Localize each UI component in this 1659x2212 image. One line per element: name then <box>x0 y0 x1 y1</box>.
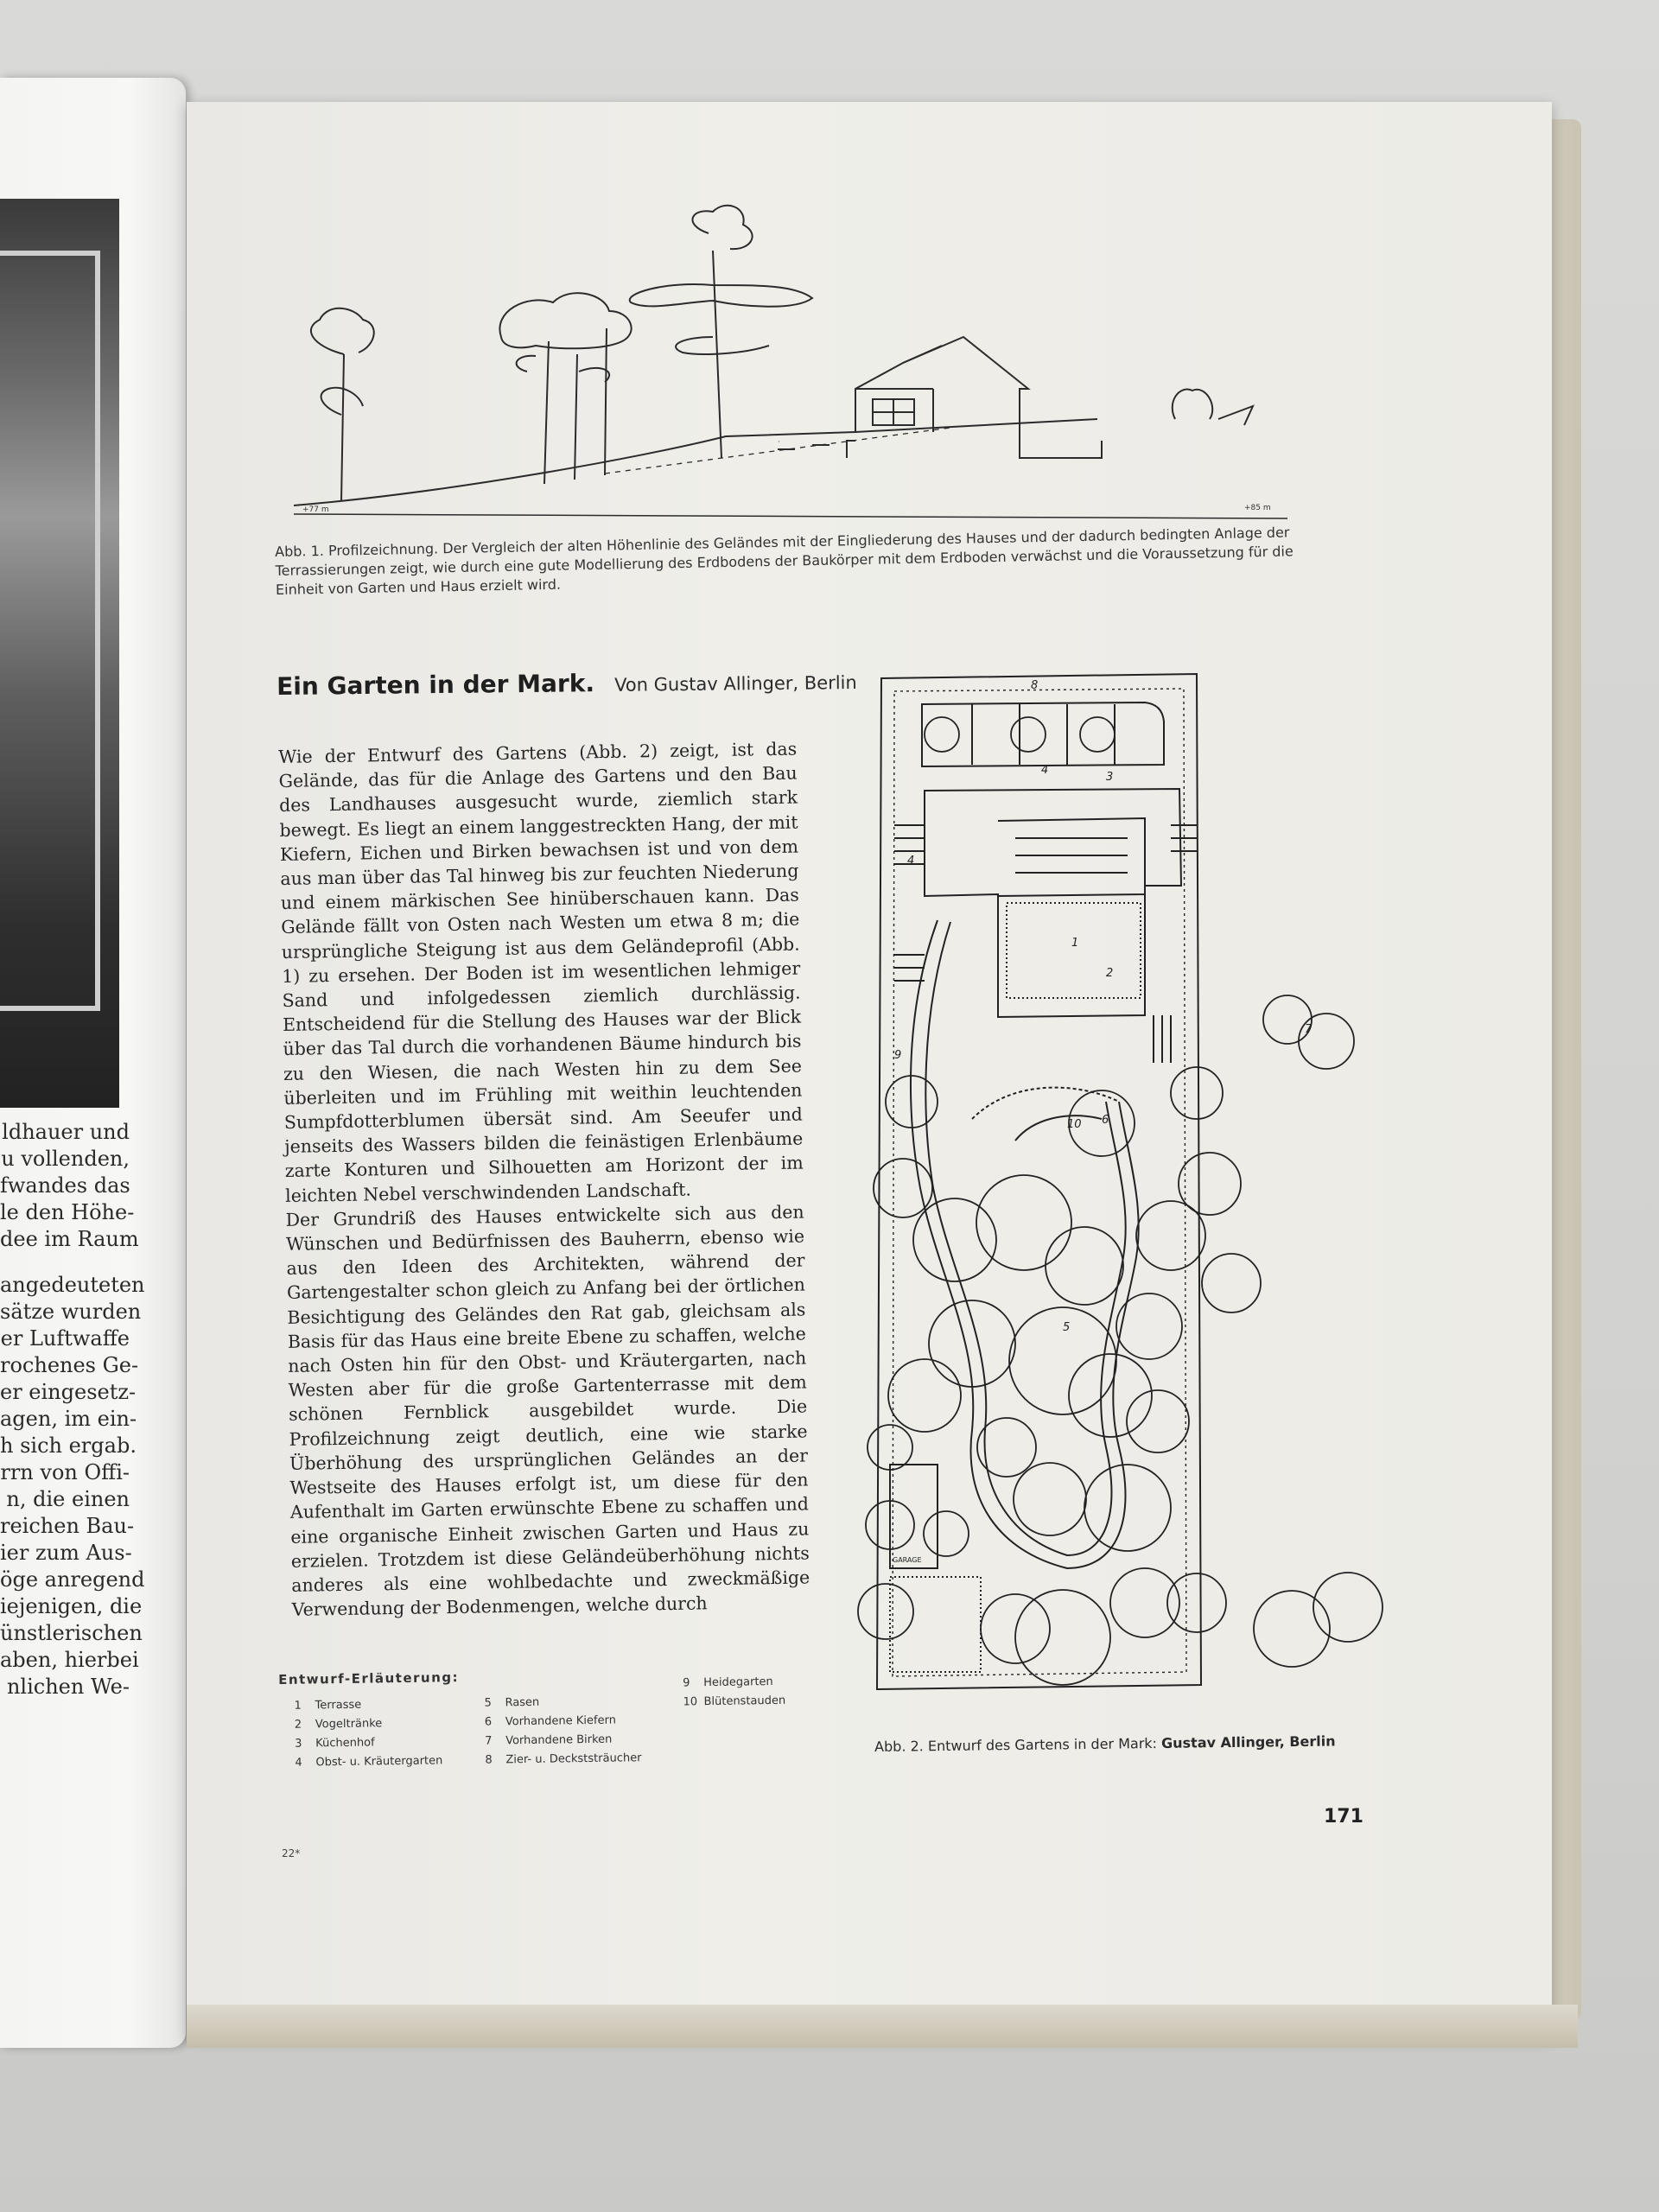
legend-num: 10 <box>683 1695 698 1709</box>
legend-item: Vorhandene Birken <box>505 1732 613 1748</box>
plan-label: 1 <box>1071 937 1079 950</box>
legend-item: Heidegarten <box>703 1675 773 1690</box>
plan-label: 4 <box>1041 764 1049 777</box>
legend-item: Rasen <box>505 1695 540 1710</box>
legend-num: 6 <box>484 1715 493 1729</box>
plan-label-garage: GARAGE <box>893 1556 922 1564</box>
figure2-caption-prefix: Abb. 2. Entwurf des Gartens in der Mark: <box>874 1735 1158 1755</box>
article-paragraph: Der Grundriß des Hauses entwickelte sich aus den Wünschen und Bedürfnissen des Bauherrn, ebenso wie aus den Ideen des Architekten, während der Gartengestalter schon gleich zu Anfang bei der örtlichen Besichtigung des Geländes den Rat gab, gleichsam als Basis für das Haus eine breite Ebene zu schaffen, welche nach Osten hin für den Obst- und Kräutergarten, nach Westen aber für die große Gartenterrasse mit dem schönen Fernblick ausgebildet wurde. Die Profilzeichnung zeigt deutlich, eine wie starke Überhöhung des ursprünglichen Geländes an der Westseite des Hauses erfolgt ist, um diese für den Aufenthalt im Garten erwünschte Ebene zu schaffen und eine organische Einheit zwischen Garten und Haus zu erzielen. Trotzdem ist diese Geländeüberhöhung nichts anderes als eine wohlbedachte und zweckmäßige Verwendung der Bodenmengen, welche durch <box>285 1201 810 1620</box>
plan-label: 2 <box>1106 967 1114 980</box>
article-body <box>278 737 810 1623</box>
legend-item: Vogeltränke <box>315 1717 383 1732</box>
article-author: Von Gustav Allinger, Berlin <box>613 671 857 696</box>
plan-label: 3 <box>1106 771 1114 784</box>
plan-label: 4 <box>907 855 915 868</box>
left-line: reichen Bau- <box>0 1514 135 1538</box>
left-line: ier zum Aus- <box>0 1541 132 1565</box>
legend-num: 1 <box>294 1699 302 1713</box>
profile-drawing <box>276 199 1305 536</box>
plan-label: 10 <box>1067 1118 1082 1131</box>
legend-num: 7 <box>485 1734 493 1748</box>
legend-num: 3 <box>295 1737 302 1751</box>
left-line: angedeuteten <box>0 1273 145 1297</box>
plan-label: 6 <box>1102 1114 1109 1127</box>
left-page-text <box>0 1119 145 1700</box>
left-page <box>0 78 186 2048</box>
garden-plan <box>842 670 1395 1707</box>
legend-item: Vorhandene Kiefern <box>505 1713 617 1729</box>
left-line: iejenigen, die <box>0 1594 143 1618</box>
legend-item: Terrasse <box>315 1698 362 1713</box>
legend-num: 5 <box>484 1696 492 1710</box>
legend-title: Entwurf-Erläuterung: <box>278 1669 460 1688</box>
figure1-caption: Abb. 1. Profilzeichnung. Der Vergleich der alten Höhenlinie des Geländes mit der Eingliederung des Hauses und der dadurch bedingten Anlage der Terrassierungen zeigt, wie durch eine gute Modellierung des Erdbodens der Baukörper mit dem Erdboden verwächst und die Voraussetzung für die Einheit von Garten und Haus erzielt wird. <box>275 524 1294 598</box>
legend-num: 8 <box>485 1753 493 1767</box>
plan-label: 5 <box>1063 1321 1071 1334</box>
left-line: rrn von Offi- <box>0 1460 130 1484</box>
left-line: ünstlerischen <box>0 1621 143 1645</box>
left-page-photo <box>0 199 119 1108</box>
plan-label: 8 <box>1031 679 1039 692</box>
left-line: agen, im ein- <box>0 1407 137 1431</box>
left-line: fwandes das <box>0 1173 130 1198</box>
plan-legend <box>278 1664 816 1786</box>
left-line: er Luftwaffe <box>0 1326 130 1351</box>
left-line: er eingesetz- <box>0 1380 137 1404</box>
left-line: aben, hierbei <box>0 1648 139 1672</box>
left-line: ldhauer und <box>2 1120 130 1144</box>
svg-text:·: · <box>778 438 780 447</box>
plan-label: 9 <box>894 1049 902 1062</box>
legend-item: Küchenhof <box>315 1736 375 1751</box>
page-number: 171 <box>1324 1806 1363 1827</box>
svg-text:+85 m: +85 m <box>1244 504 1271 512</box>
left-line: nlichen We- <box>6 1675 130 1699</box>
plan-label: 7 <box>1305 1023 1313 1036</box>
legend-num: 4 <box>295 1756 302 1770</box>
article-title: Ein Garten in der Mark. <box>276 669 595 701</box>
left-line: h sich ergab. <box>0 1433 137 1458</box>
left-line: öge anregend <box>0 1567 145 1592</box>
legend-item: Obst- u. Kräutergarten <box>315 1754 443 1770</box>
legend-num: 9 <box>683 1676 690 1690</box>
svg-text:+77 m: +77 m <box>302 505 329 514</box>
signature-mark: 22* <box>282 1847 301 1859</box>
left-line: sätze wurden <box>0 1300 142 1324</box>
left-line: u vollenden, <box>1 1147 130 1171</box>
legend-item: Zier- u. Deckststräucher <box>505 1751 642 1767</box>
left-line: rochenes Ge- <box>0 1353 139 1377</box>
article-paragraph: Wie der Entwurf des Gartens (Abb. 2) zeigt, ist das Gelände, das für die Anlage des Gartens und den Bau des Landhauses ausgesucht wurde, ziemlich stark bewegt. Es liegt an einem langgestreckten Hang, der mit Kiefern, Eichen und Birken bewachsen ist und von dem aus man über das Tal hinweg bis zur feuchten Niederung und einem märkischen See hinüberschauen kann. Das Gelände fällt von Osten nach Westen um etwa 8 m; die ursprüngliche Steigung ist aus dem Geländeprofil (Abb. 1) zu ersehen. Der Boden ist im wesentlichen lehmiger Sand und infolgedessen ziemlich durchlässig. Entscheidend für die Stellung des Hauses war der Blick über das Tal durch die vorhandenen Bäume hindurch bis zu den Wiesen, die nach Westen hin zu dem See überleiten und im Frühling mit weithin leuchtenden Sumpfdotterblumen übersät sind. Am Seeufer und jenseits des Wassers bilden die feinästigen Erlenbäume zarte Konturen und Silhouetten am Horizont der im leichten Nebel verschwindenden Landschaft. <box>278 738 804 1206</box>
legend-num: 2 <box>294 1718 302 1732</box>
page-bottom-edge <box>187 2005 1578 2048</box>
figure2-caption-author: Gustav Allinger, Berlin <box>1160 1732 1336 1751</box>
left-line: dee im Raum <box>0 1227 139 1251</box>
left-line: n, die einen <box>6 1487 130 1511</box>
left-line: le den Höhe- <box>0 1200 135 1224</box>
legend-item: Blütenstauden <box>703 1694 786 1709</box>
